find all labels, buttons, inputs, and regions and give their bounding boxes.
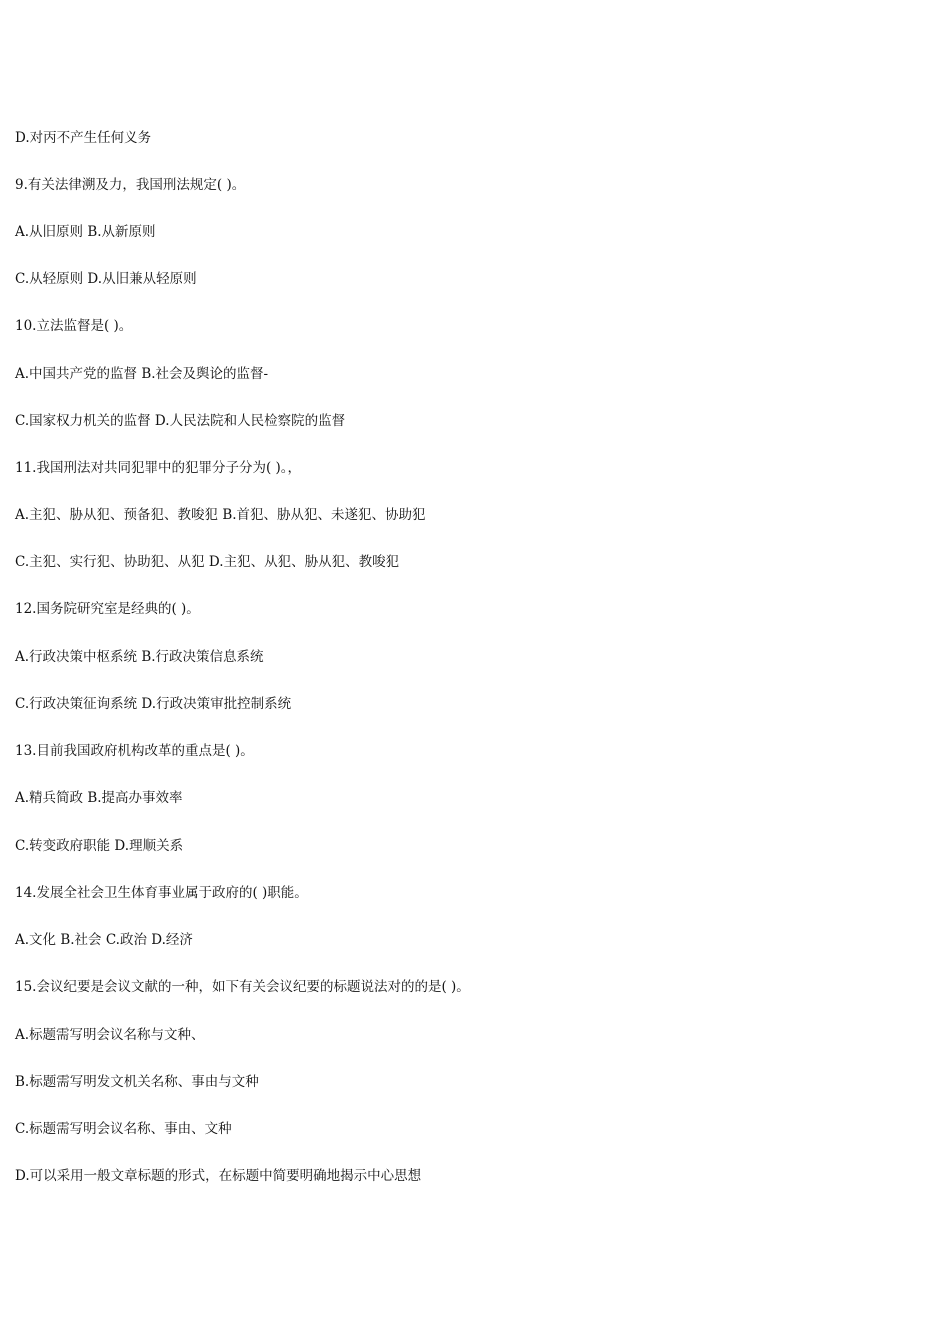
question-line: 10.立法监督是( )。 — [15, 318, 133, 334]
question-line: 9.有关法律溯及力，我国刑法规定( )。 — [15, 177, 246, 193]
option-line: C.转变政府职能 D.理顺关系 — [15, 838, 184, 854]
question-line: 12.国务院研究室是经典的( )。 — [15, 601, 200, 617]
option-line: A.精兵简政 B.提高办事效率 — [15, 790, 183, 806]
question-line: 14.发展全社会卫生体育事业属于政府的( )职能。 — [15, 885, 308, 901]
option-line: C.主犯、实行犯、协助犯、从犯 D.主犯、从犯、胁从犯、教唆犯 — [15, 554, 400, 570]
option-line: D.对丙不产生任何义务 — [15, 130, 152, 146]
option-line: C.国家权力机关的监督 D.人民法院和人民检察院的监督 — [15, 413, 346, 429]
option-line: A.主犯、胁从犯、预备犯、教唆犯 B.首犯、胁从犯、未遂犯、协助犯 — [15, 507, 426, 523]
option-line: C.标题需写明会议名称、事由、文种 — [15, 1121, 232, 1137]
option-line: A.行政决策中枢系统 B.行政决策信息系统 — [15, 649, 264, 665]
option-line: D.可以采用一般文章标题的形式，在标题中简要明确地揭示中心思想 — [15, 1168, 422, 1184]
option-line: A.从旧原则 B.从新原则 — [15, 224, 156, 240]
option-line: A.中国共产党的监督 B.社会及舆论的监督- — [15, 366, 269, 382]
question-line: 15.会议纪要是会议文献的一种，如下有关会议纪要的标题说法对的的是( )。 — [15, 979, 470, 995]
option-line: C.从轻原则 D.从旧兼从轻原则 — [15, 271, 197, 287]
option-line: A.文化 B.社会 C.政治 D.经济 — [15, 932, 193, 948]
option-line: B.标题需写明发文机关名称、事由与文种 — [15, 1074, 259, 1090]
question-line: 13.目前我国政府机构改革的重点是( )。 — [15, 743, 254, 759]
question-line: 11.我国刑法对共同犯罪中的犯罪分子分为( )。， — [15, 460, 302, 476]
option-line: A.标题需写明会议名称与文种、 — [15, 1027, 205, 1043]
option-line: C.行政决策征询系统 D.行政决策审批控制系统 — [15, 696, 292, 712]
